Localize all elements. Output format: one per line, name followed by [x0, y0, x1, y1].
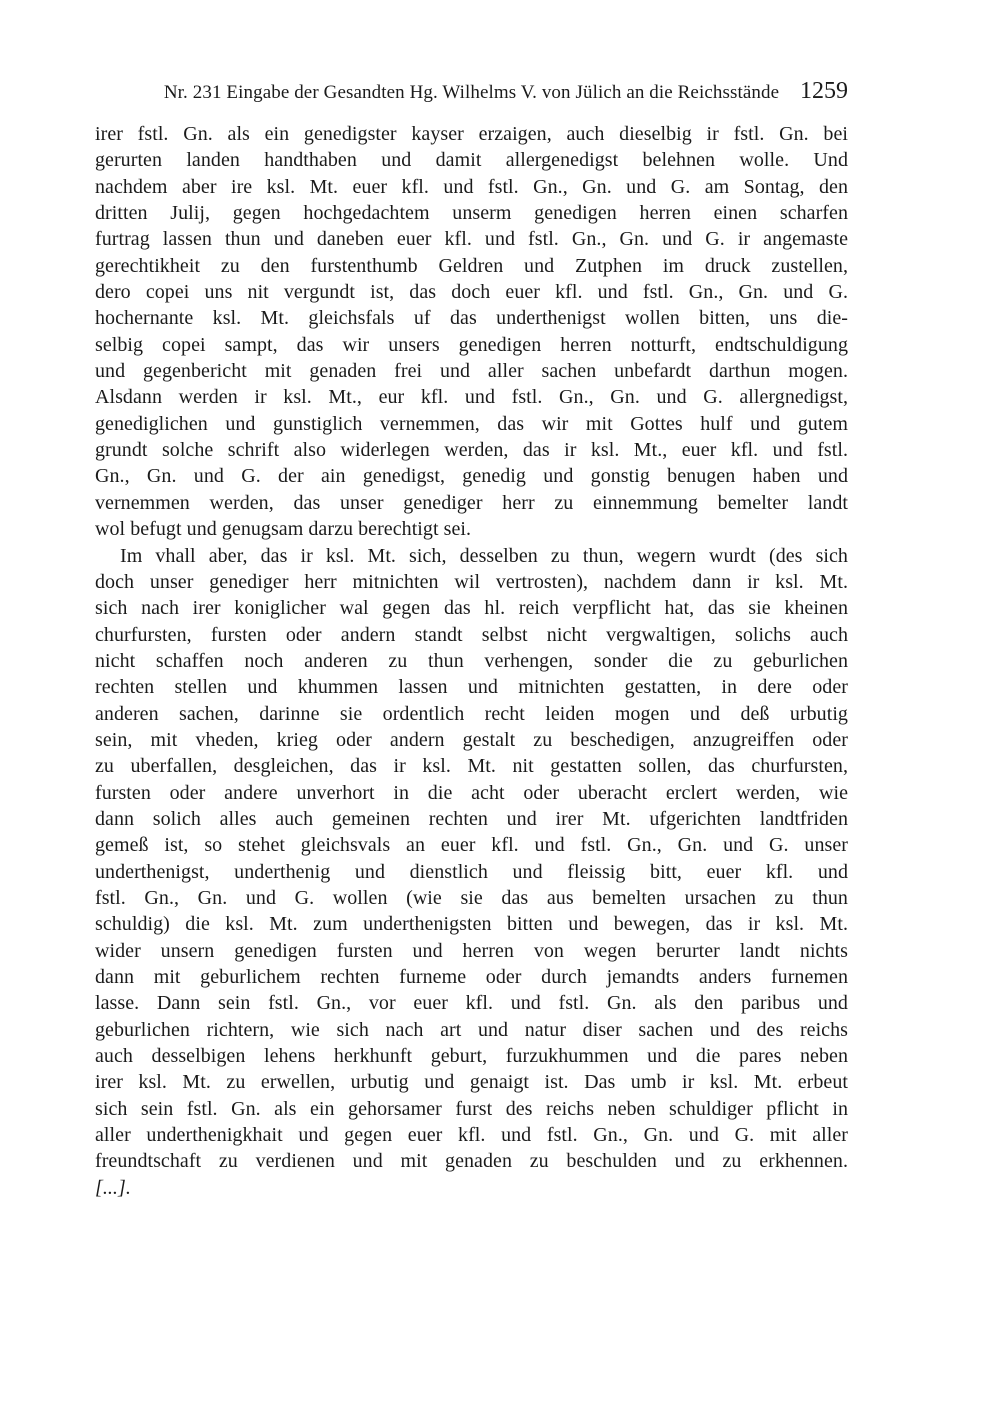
running-head: Nr. 231 Eingabe der Gesandten Hg. Wilhelms V. von Jülich an die Reichsstände — [163, 82, 780, 103]
text-line: Gn., Gn. und G. der ain genedigst, genedig und gonstig benugen haben und — [95, 465, 848, 488]
text-line: underthenigst, underthenig und dienstlich und fleissig bitt, euer kfl. und — [95, 860, 848, 883]
text-line: selbig copei sampt, das wir unsers genedigen herren notturft, endtschuldigung — [95, 333, 848, 356]
text-line: irer fstl. Gn. als ein genedigster kayser erzaigen, auch dieselbig ir fstl. Gn. bei — [95, 123, 848, 145]
text-line: Alsdann werden ir ksl. Mt., eur kfl. und fstl. Gn., Gn. und G. allergnedigst, — [95, 386, 848, 409]
text-line: gemeß ist, so stehet gleichsvals an euer kfl. und fstl. Gn., Gn. und G. unser — [95, 834, 848, 857]
text-line: Im vhall aber, das ir ksl. Mt. sich, desselben zu thun, wegern wurdt (des sich — [120, 544, 848, 567]
text-line: wol befugt und genugsam darzu berechtigt sei. — [95, 518, 472, 541]
text-line: fursten oder andere unverhort in die acht oder uberacht erclert werden, wie — [95, 781, 848, 804]
text-line: nicht schaffen noch anderen zu thun verhengen, sonder die zu geburlichen — [95, 649, 848, 672]
text-line: furtrag lassen thun und daneben euer kfl. und fstl. Gn., Gn. und G. ir angemaste — [95, 228, 848, 251]
paragraph — [95, 543, 848, 1175]
text-line: dann mit geburlichem rechten furneme oder durch jemandts anders furnemen — [95, 966, 848, 988]
text-line: freundtschaft zu verdienen und mit genaden zu beschulden und zu erkhennen. — [95, 1150, 848, 1173]
text-line: dann solich alles auch gemeinen rechten und irer Mt. ufgerichten landtfriden — [95, 807, 848, 830]
text-line: dero copei uns nit vergundt ist, das doch euer kfl. und fstl. Gn., Gn. und G. — [95, 281, 848, 304]
text-line: geburlichen richtern, wie sich nach art und natur diser sachen und des reichs — [95, 1018, 848, 1041]
text-line: lasse. Dann sein fstl. Gn., vor euer kfl. und fstl. Gn. als den paribus und — [95, 992, 848, 1015]
text-line: gerurten landen handthaben und damit allergenedigst belehnen wolle. Und — [95, 149, 848, 172]
text-line: und gegenbericht mit genaden frei und aller sachen unbefardt darthun mogen. — [95, 360, 848, 383]
text-line: auch desselbigen lehens herkhunft geburt, furzukhummen und die pares neben — [95, 1045, 848, 1068]
text-line: sein, mit vheden, krieg oder andern gestalt zu beschedigen, anzugreiffen oder — [95, 728, 848, 751]
text-line: [...]. — [95, 1176, 131, 1199]
text-line: grundt solche schrift also widerlegen werden, das ir ksl. Mt., euer kfl. und fstl. — [95, 439, 848, 462]
text-line: sich sein fstl. Gn. als ein gehorsamer furst des reichs neben schuldiger pflicht in — [95, 1097, 848, 1120]
text-line: fstl. Gn., Gn. und G. wollen (wie sie das aus bemelten ursachen zu thun — [95, 886, 848, 909]
paragraph — [95, 121, 848, 543]
text-line: hochernante ksl. Mt. gleichsfals uf das underthenigst wollen bitten, uns die- — [95, 307, 848, 330]
text-line: aller underthenigkhait und gegen euer kfl. und fstl. Gn., Gn. und G. mit aller — [95, 1124, 848, 1147]
text-line: anderen sachen, darinne sie ordentlich recht leiden mogen und deß urbutig — [95, 702, 848, 725]
text-line: churfursten, fursten oder andern standt selbst nicht vergwaltigen, solichs auch — [95, 623, 848, 646]
paragraph — [95, 1175, 848, 1201]
page-header — [95, 79, 848, 107]
text-line: doch unser genediger herr mitnichten wil vertrosten), nachdem dann ir ksl. Mt. — [95, 570, 848, 593]
text-line: vernemmen werden, das unser genediger herr zu einnemmung bemelter landt — [95, 491, 848, 514]
text-line: genediglichen und gunstiglich vernemmen, das wir mit Gottes hulf und gutem — [95, 412, 848, 435]
text-line: irer ksl. Mt. zu erwellen, urbutig und genaigt ist. Das umb ir ksl. Mt. erbeut — [95, 1071, 848, 1094]
text-line: gerechtikheit zu den furstenthumb Geldren und Zutphen im druck zustellen, — [95, 254, 848, 277]
body-text — [95, 121, 848, 1201]
text-line: nachdem aber ire ksl. Mt. euer kfl. und fstl. Gn., Gn. und G. am Sontag, den — [95, 175, 848, 198]
text-line: rechten stellen und khummen lassen und mitnichten gestatten, in dere oder — [95, 676, 848, 699]
page-number: 1259 — [800, 78, 848, 104]
text-line: dritten Julij, gegen hochgedachtem unserm genedigen herren einen scharfen — [95, 202, 848, 225]
text-line: wider unsern genedigen fursten und herren von wegen berurter landt nichts — [95, 939, 848, 962]
text-line: sich nach irer koniglicher wal gegen das hl. reich verpflicht hat, das sie kheinen — [95, 597, 848, 620]
text-line: zu uberfallen, desgleichen, das ir ksl. Mt. nit gestatten sollen, das churfursten, — [95, 755, 848, 778]
text-line: schuldig) die ksl. Mt. zum underthenigsten bitten und bewegen, das ir ksl. Mt. — [95, 913, 848, 936]
